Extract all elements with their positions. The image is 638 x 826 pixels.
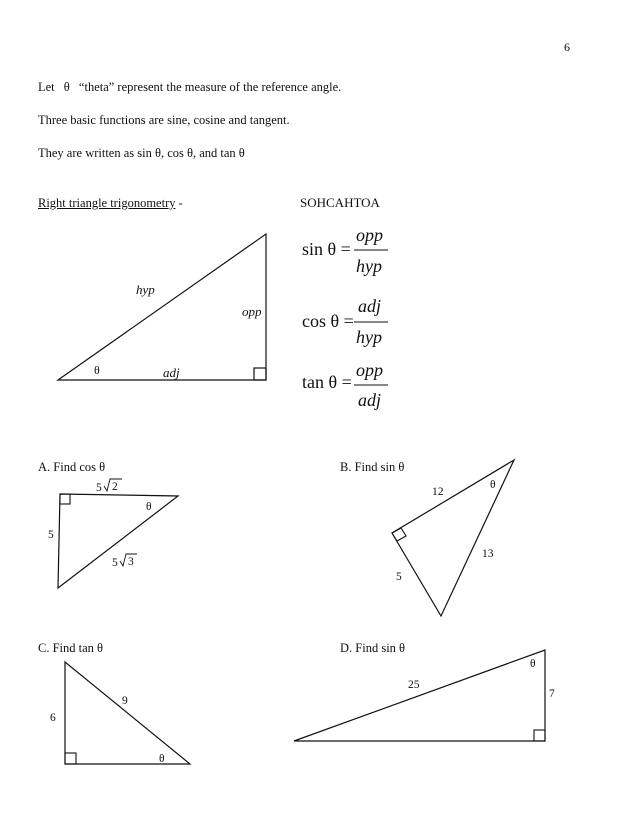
problem-d-title: D. Find sin θ xyxy=(340,641,406,655)
problem-c-theta: θ xyxy=(159,753,165,765)
formula-sin-num: opp xyxy=(356,225,383,245)
section-heading-suffix: - xyxy=(178,196,183,210)
intro-let: Let xyxy=(38,80,55,94)
formula-cos-num: adj xyxy=(358,296,382,316)
section-heading-text: Right triangle trigonometry xyxy=(38,196,176,210)
problem-a-top-rad: 2 xyxy=(112,481,118,493)
intro-line-3: They are written as sin θ, cos θ, and tan θ xyxy=(38,146,245,160)
problem-b-side-top: 12 xyxy=(432,486,444,498)
problem-a-hyp-rad: 3 xyxy=(128,556,134,568)
problem-c-title: C. Find tan θ xyxy=(38,641,104,655)
problem-a-left: 5 xyxy=(48,529,54,541)
main-adj-label: adj xyxy=(163,365,180,380)
main-hyp-label: hyp xyxy=(136,282,155,297)
intro-rest: “theta” represent the measure of the reference angle. xyxy=(78,80,342,94)
problem-c-hyp: 9 xyxy=(122,695,128,707)
problem-a-theta: θ xyxy=(146,501,152,513)
formula-tan-den: adj xyxy=(358,390,382,410)
problem-d-theta: θ xyxy=(530,658,536,670)
problem-c-left: 6 xyxy=(50,712,56,724)
formula-cos-lhs: cos θ = xyxy=(302,311,354,331)
intro-line-2: Three basic functions are sine, cosine and tangent. xyxy=(38,113,290,127)
intro-theta: θ xyxy=(63,80,70,94)
formula-sin-lhs: sin θ = xyxy=(302,239,351,259)
problem-b-side-left: 5 xyxy=(396,571,402,583)
problem-b-title: B. Find sin θ xyxy=(340,460,405,474)
main-theta-label: θ xyxy=(94,363,100,377)
problem-d-hyp: 25 xyxy=(408,679,420,691)
problem-a-title: A. Find cos θ xyxy=(38,460,106,474)
mnemonic: SOHCAHTOA xyxy=(300,195,380,210)
problem-d-right: 7 xyxy=(549,688,555,700)
problem-b-theta: θ xyxy=(490,479,496,491)
problem-a-top-coef: 5 xyxy=(96,482,102,494)
formula-cos-den: hyp xyxy=(356,327,382,347)
problem-a-hyp-coef: 5 xyxy=(112,557,118,569)
page-number: 6 xyxy=(564,40,570,54)
main-opp-label: opp xyxy=(242,304,262,319)
formula-sin-den: hyp xyxy=(356,256,382,276)
problem-b-hyp: 13 xyxy=(482,548,494,560)
formula-tan-num: opp xyxy=(356,360,383,380)
formula-tan-lhs: tan θ = xyxy=(302,372,352,392)
